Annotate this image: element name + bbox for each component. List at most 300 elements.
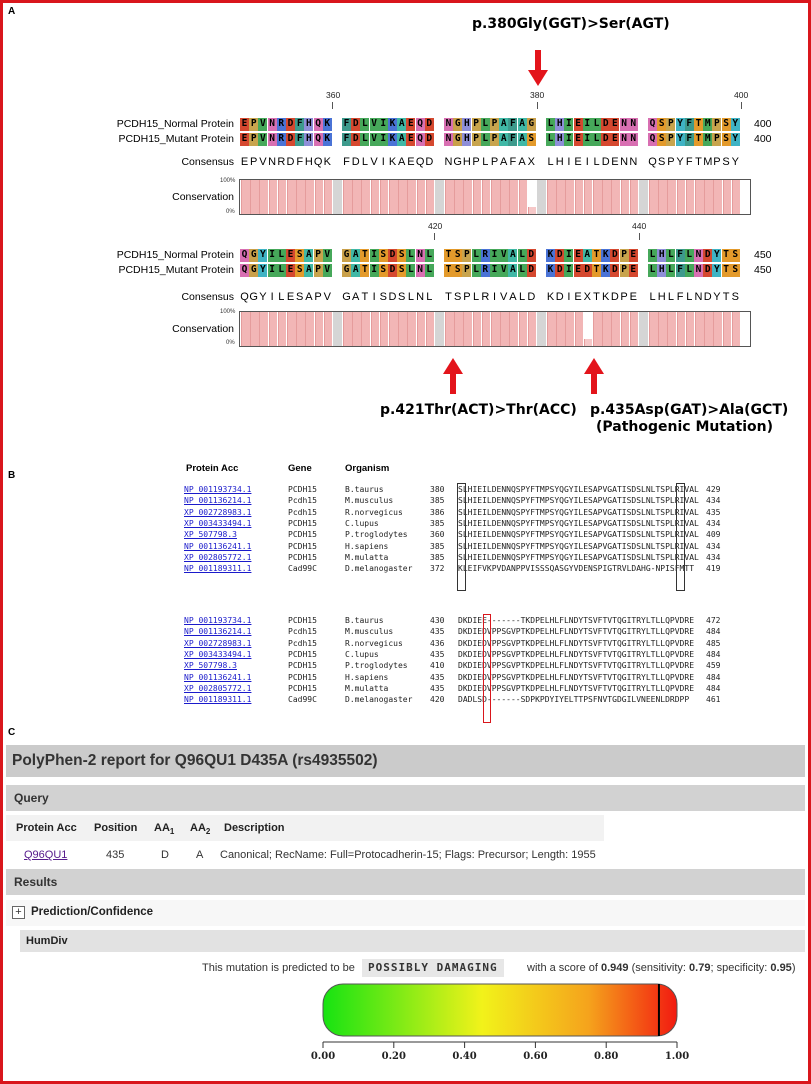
- mutant-residue: S: [398, 264, 405, 275]
- conservation-bar: [398, 180, 407, 214]
- mutant-residue: I: [566, 133, 572, 144]
- consensus-residue: E: [286, 291, 295, 303]
- mutation-435-note: (Pathogenic Mutation): [596, 419, 773, 435]
- consensus-residue: N: [268, 156, 277, 168]
- conservation-track: [239, 311, 751, 347]
- mutant-residue: I: [380, 133, 387, 144]
- consensus-residue: L: [519, 291, 526, 303]
- gradient-bar: [323, 984, 677, 1036]
- aligned-sequence: SLHIEILDENNQSPYFTMPSYQGYILESAPVGATISDSLNLTSPLRIVAL: [458, 541, 699, 551]
- conservation-bar: [723, 312, 732, 346]
- col-aa2: $AA_2$: [190, 822, 211, 837]
- end-position: 484: [706, 627, 721, 637]
- consensus-residue: V: [259, 156, 267, 168]
- mutant-residue: K: [547, 264, 554, 275]
- start-position: 435: [430, 683, 445, 693]
- protein-acc-link[interactable]: XP_003433494.1: [184, 518, 252, 528]
- start-position: 380: [430, 485, 445, 494]
- ruler-label-380: 380: [530, 90, 545, 100]
- consensus-residue: V: [370, 156, 378, 168]
- mutant-residue: S: [454, 264, 461, 275]
- gene-name: Pcdh15: [288, 496, 317, 506]
- normal-residue: N: [417, 249, 423, 260]
- mutant-residue: G: [454, 133, 461, 144]
- conservation-bar-low: [528, 207, 537, 214]
- conservation-bar: [407, 312, 416, 346]
- protein-acc-link[interactable]: NP_001193734.1: [184, 616, 252, 625]
- protein-acc-link[interactable]: XP_002805772.1: [184, 683, 252, 693]
- end-position: 409: [706, 530, 721, 540]
- normal-residue: S: [398, 249, 405, 260]
- mutant-residue: Q: [241, 264, 248, 275]
- consensus-residue: P: [463, 291, 471, 303]
- normal-residue: Q: [315, 118, 321, 129]
- normal-residue: K: [602, 249, 609, 260]
- normal-residue: V: [324, 249, 331, 260]
- mutant-residue: E: [575, 133, 581, 144]
- gene-name: PCDH15: [288, 683, 317, 693]
- consensus-residue: E: [611, 156, 619, 168]
- ruler-tick: [639, 233, 640, 240]
- consensus-residue: I: [492, 291, 497, 303]
- consensus-residue: I: [585, 156, 589, 168]
- normal-residue: D: [389, 249, 396, 260]
- protein-acc-link[interactable]: XP_002805772.1: [184, 552, 252, 562]
- consensus-residue: D: [286, 156, 295, 168]
- mutant-residue: T: [593, 264, 600, 275]
- mutant-residue: V: [371, 133, 377, 144]
- mutant-residue: V: [260, 133, 266, 144]
- aa1-value: D: [161, 849, 169, 861]
- consensus-residue: S: [731, 291, 739, 303]
- consensus-residue: N: [620, 156, 629, 168]
- consensus-residue: V: [323, 291, 331, 303]
- mutant-protein-label: PCDH15_Mutant Protein: [118, 133, 234, 145]
- normal-residue: A: [306, 249, 312, 260]
- conservation-bar: [509, 180, 518, 214]
- normal-residue: K: [547, 249, 554, 260]
- scale-tick-label: 0.20: [381, 1051, 406, 1062]
- consensus-sequence: [240, 291, 750, 304]
- conservation-bar: [445, 180, 454, 214]
- mutant-residue: N: [269, 133, 275, 144]
- conservation-bar: [565, 312, 574, 346]
- conservation-bar: [602, 312, 611, 346]
- consensus-residue: D: [610, 291, 619, 303]
- normal-residue: L: [686, 249, 693, 260]
- query-section-bar: [6, 785, 805, 811]
- consensus-residue: S: [296, 291, 304, 303]
- conservation-bar: [695, 312, 704, 346]
- end-position: 419: [706, 564, 721, 574]
- mutant-residue: M: [704, 133, 711, 144]
- mutant-residue: E: [408, 133, 414, 144]
- consensus-residue: F: [685, 156, 693, 168]
- conservation-bar: [278, 180, 287, 214]
- consensus-residue: K: [388, 156, 397, 168]
- consensus-label: Consensus: [181, 291, 234, 303]
- conservation-bar: [269, 312, 278, 346]
- normal-residue: P: [464, 249, 470, 260]
- gene-name: Pcdh15: [288, 507, 317, 517]
- mutant-residue: E: [612, 133, 618, 144]
- conservation-bar: [305, 312, 314, 346]
- normal-protein-sequence: [240, 249, 750, 262]
- mutant-residue: F: [343, 133, 350, 144]
- verdict-line: [0, 958, 811, 980]
- organism-name: M.musculus: [345, 496, 394, 506]
- protein-acc-link[interactable]: NP_001136214.1: [184, 627, 252, 637]
- conservation-bar: [371, 180, 380, 214]
- ruler-tick: [332, 102, 333, 109]
- normal-residue: S: [658, 118, 665, 129]
- ruler-label-420: 420: [428, 221, 443, 231]
- consensus-residue: S: [398, 291, 406, 303]
- protein-acc-link[interactable]: NP_001136241.1: [184, 672, 252, 682]
- mutant-residue: A: [306, 264, 312, 275]
- mutant-residue: T: [445, 264, 452, 275]
- conservation-bar: [398, 312, 407, 346]
- consensus-residue: F: [296, 156, 304, 168]
- normal-residue: E: [408, 118, 414, 129]
- mutant-residue: D: [612, 264, 618, 275]
- conservation-bar: [686, 312, 695, 346]
- normal-residue: N: [630, 118, 637, 129]
- aligned-sequence: DADLSD-------SDPKPDYIYELTTPSFNVTGDGILVNEENLDRDPP: [458, 695, 690, 705]
- start-position: 372: [430, 564, 445, 574]
- conservation-bar: [407, 180, 416, 214]
- conservation-bar: [713, 180, 722, 214]
- mutant-residue: H: [658, 264, 665, 275]
- consensus-residue: Y: [713, 291, 721, 303]
- query-header-row: [6, 815, 604, 841]
- normal-residue: R: [482, 249, 489, 260]
- consensus-residue: T: [593, 291, 600, 303]
- protein-acc-link[interactable]: XP_507798.3: [184, 661, 237, 671]
- mutant-residue: P: [621, 264, 627, 275]
- conservation-gap: [333, 180, 343, 214]
- mutant-residue: D: [704, 264, 711, 275]
- conservation-bar: [352, 180, 361, 214]
- organism-name: D.melanogaster: [345, 695, 413, 705]
- mutant-end-position: 450: [754, 264, 772, 276]
- mutant-residue: P: [473, 133, 479, 144]
- mutant-residue: Q: [649, 133, 656, 144]
- conservation-bar: [287, 180, 296, 214]
- consensus-residue: A: [518, 156, 526, 168]
- conservation-bar: [473, 180, 482, 214]
- ruler-tick: [537, 102, 538, 109]
- consensus-residue: S: [379, 291, 387, 303]
- protein-acc-link[interactable]: XP_002728983.1: [184, 507, 252, 517]
- conservation-bar: [417, 312, 426, 346]
- scale-tick-label: 0.00: [310, 1051, 336, 1062]
- col-position: Position: [94, 822, 138, 834]
- conservation-bar: [426, 180, 435, 214]
- consensus-residue: L: [686, 291, 693, 303]
- protein-acc-link[interactable]: XP_003433494.1: [184, 649, 252, 659]
- mutant-protein-label: PCDH15_Mutant Protein: [118, 264, 234, 276]
- mutant-residue: L: [547, 133, 554, 144]
- conservation-bar: [575, 312, 584, 346]
- normal-residue: D: [287, 118, 294, 129]
- normal-residue: G: [250, 249, 257, 260]
- mutant-residue: T: [695, 133, 702, 144]
- normal-residue: R: [278, 118, 285, 129]
- start-position: 385: [430, 518, 445, 528]
- protein-acc-link[interactable]: Q96QU1: [24, 849, 68, 861]
- humdiv-bar: [20, 930, 805, 952]
- consensus-residue: N: [694, 291, 703, 303]
- mutant-residue: S: [723, 133, 729, 144]
- normal-residue: P: [668, 118, 674, 129]
- protein-acc-header: Protein Acc: [186, 463, 239, 474]
- consensus-sequence: [240, 156, 750, 169]
- normal-residue: S: [723, 118, 729, 129]
- conservation-bar: [269, 180, 278, 214]
- consensus-residue: E: [240, 156, 249, 168]
- normal-end-position: 450: [754, 249, 772, 261]
- consensus-residue: V: [500, 291, 508, 303]
- consensus-residue: I: [567, 291, 571, 303]
- normal-residue: D: [352, 118, 359, 129]
- conservation-bar: [556, 312, 565, 346]
- conservation-gap: [537, 312, 547, 346]
- prediction-row[interactable]: [6, 900, 805, 926]
- conservation-gap: [435, 312, 445, 346]
- arrow-down-380-icon: [528, 50, 548, 86]
- normal-residue: Q: [417, 118, 423, 129]
- mutant-residue: L: [593, 133, 600, 144]
- normal-residue: H: [658, 249, 665, 260]
- normal-residue: L: [426, 249, 433, 260]
- normal-residue: P: [250, 118, 257, 129]
- conservation-gap: [639, 312, 649, 346]
- end-position: 484: [706, 683, 721, 693]
- consensus-residue: I: [372, 291, 376, 303]
- end-position: 461: [706, 695, 721, 705]
- mutant-residue: L: [278, 264, 285, 275]
- normal-residue: E: [612, 118, 618, 129]
- consensus-residue: A: [398, 156, 406, 168]
- panel-a-letter: A: [8, 6, 16, 17]
- conservation-gap: [435, 180, 445, 214]
- aligned-sequence: DKDIEDVPPSGVPTKDPELHLFLNDYTSVFTVTQGITRYLTLLQPVDRE: [458, 683, 695, 693]
- consensus-residue: H: [304, 156, 313, 168]
- organism-name: R.norvegicus: [345, 638, 403, 648]
- protein-acc-link[interactable]: NP_001136214.1: [184, 496, 252, 506]
- consensus-residue: F: [676, 291, 684, 303]
- conservation-bar: [621, 180, 630, 214]
- normal-residue: P: [714, 118, 720, 129]
- protein-acc-link[interactable]: NP_001189311.1: [184, 564, 252, 574]
- alignment-block-2: [0, 219, 811, 359]
- pct-bottom: 0%: [226, 209, 235, 215]
- organism-name: C.lupus: [345, 518, 379, 528]
- aligned-sequence: DKDIEDVPPSGVPTKDPELHLFLNDYTSVFTVTQGITRYLTLLQPVDRE: [458, 661, 695, 671]
- conservation-bar: [630, 312, 639, 346]
- conservation-bar: [704, 180, 713, 214]
- normal-residue: K: [389, 118, 396, 129]
- protein-acc-link[interactable]: XP_002728983.1: [184, 638, 252, 648]
- panel-b-letter: B: [8, 470, 16, 481]
- mutation-380-label: p.380Gly(GGT)>Ser(AGT): [472, 16, 670, 32]
- gene-name: Cad99C: [288, 564, 317, 574]
- normal-protein-sequence: [240, 118, 750, 131]
- consensus-residue: S: [722, 156, 730, 168]
- scale-tick-label: 0.80: [594, 1051, 619, 1062]
- normal-residue: F: [296, 118, 303, 129]
- mutant-residue: L: [362, 133, 368, 144]
- mutant-end-position: 400: [754, 133, 772, 145]
- mutant-residue: L: [426, 264, 433, 275]
- normal-residue: D: [426, 118, 433, 129]
- start-position: 435: [430, 649, 445, 659]
- consensus-residue: S: [658, 156, 666, 168]
- conservation-bar: [417, 180, 426, 214]
- mutant-residue: A: [352, 264, 359, 275]
- ruler-label-360: 360: [326, 90, 341, 100]
- conservation-bar: [695, 180, 704, 214]
- normal-residue: A: [519, 118, 525, 129]
- mutant-residue: I: [566, 264, 572, 275]
- normal-protein-label: PCDH15_Normal Protein: [116, 118, 234, 130]
- mutant-residue: D: [584, 264, 591, 275]
- start-position: 435: [430, 627, 445, 637]
- conservation-bar: [380, 312, 389, 346]
- consensus-residue: Y: [259, 291, 267, 303]
- mutant-residue: Y: [260, 264, 266, 275]
- start-position: 360: [430, 530, 445, 540]
- highlight-box-435: [483, 614, 491, 723]
- conservation-bar: [575, 180, 584, 214]
- start-position: 410: [430, 661, 445, 671]
- normal-residue: V: [500, 249, 507, 260]
- mutant-residue: S: [528, 133, 535, 144]
- col-protein-acc: Protein Acc: [16, 822, 77, 834]
- conservation-bar: [315, 180, 324, 214]
- mutant-residue: L: [668, 264, 674, 275]
- mutant-residue: S: [380, 264, 387, 275]
- normal-residue: S: [296, 249, 303, 260]
- conservation-gap: [639, 180, 649, 214]
- aligned-sequence: DKDIEDVPPSGVPTKDPELHLFLNDYTSVFTVTQGITRYLTLLQPVDRE: [458, 672, 695, 682]
- description-value: Canonical; RecName: Full=Protocadherin-15; Flags: Precursor; Length: 1955: [220, 849, 596, 861]
- conservation-bar: [389, 312, 398, 346]
- organism-name: H.sapiens: [345, 541, 389, 551]
- pct-top: 100%: [220, 309, 236, 315]
- conservation-bar: [315, 312, 324, 346]
- normal-residue: A: [510, 249, 516, 260]
- normal-residue: T: [445, 249, 452, 260]
- consensus-residue: H: [657, 291, 666, 303]
- results-section-bar: [6, 869, 805, 895]
- mutant-residue: P: [315, 264, 321, 275]
- organism-name: M.mulatta: [345, 552, 389, 562]
- mutant-residue: A: [398, 133, 405, 144]
- protein-acc-link[interactable]: XP_507798.3: [184, 530, 237, 540]
- normal-residue: F: [343, 118, 350, 129]
- conservation-bar: [593, 312, 602, 346]
- aligned-sequence: DKDIEDVPPSGVPTKDPELHLFLNDYTSVFTVTQGITRYLTLLQPVDRE: [458, 649, 695, 659]
- consensus-residue: K: [323, 156, 331, 168]
- consensus-residue: S: [454, 291, 462, 303]
- consensus-residue: D: [351, 156, 360, 168]
- conservation-bar: [519, 180, 528, 214]
- mutant-residue: Q: [417, 133, 423, 144]
- mutant-residue: T: [723, 264, 729, 275]
- conservation-bar: [584, 180, 593, 214]
- mutant-residue: P: [464, 264, 470, 275]
- normal-residue: L: [482, 118, 489, 129]
- organism-name: M.musculus: [345, 627, 394, 637]
- conservation-bar: [677, 312, 686, 346]
- mutant-residue: D: [352, 133, 359, 144]
- normal-residue: N: [269, 118, 275, 129]
- protein-acc-link[interactable]: NP_001189311.1: [184, 695, 252, 705]
- consensus-residue: E: [407, 156, 415, 168]
- consensus-residue: R: [481, 291, 490, 303]
- mutant-residue: E: [630, 264, 637, 275]
- conservation-bar: [602, 180, 611, 214]
- mutant-residue: V: [324, 264, 331, 275]
- consensus-residue: P: [620, 291, 628, 303]
- protein-acc-link[interactable]: NP_001136241.1: [184, 541, 252, 551]
- alignment-block-1: [0, 88, 811, 228]
- conservation-bar: [667, 180, 676, 214]
- consensus-residue: P: [314, 291, 322, 303]
- normal-residue: V: [260, 118, 266, 129]
- pct-bottom: 0%: [226, 340, 235, 346]
- conservation-bar: [296, 180, 305, 214]
- normal-residue: I: [371, 249, 377, 260]
- end-position: 459: [706, 661, 721, 671]
- conservation-bar: [658, 312, 667, 346]
- consensus-residue: P: [667, 156, 675, 168]
- mutant-residue: Q: [315, 133, 321, 144]
- start-position: 385: [430, 541, 445, 551]
- organism-name: P.troglodytes: [345, 530, 408, 540]
- conservation-bar: [305, 180, 314, 214]
- expand-plus-icon[interactable]: +: [12, 906, 25, 919]
- normal-residue: Y: [732, 118, 739, 129]
- normal-residue: T: [362, 249, 368, 260]
- protein-acc-link[interactable]: NP_001193734.1: [184, 485, 252, 494]
- mutant-residue: K: [389, 133, 396, 144]
- consensus-residue: I: [567, 156, 571, 168]
- organism-name: R.norvegicus: [345, 507, 403, 517]
- normal-residue: I: [269, 249, 275, 260]
- normal-residue: S: [732, 249, 739, 260]
- consensus-label: Consensus: [181, 156, 234, 168]
- mutant-protein-sequence: [240, 264, 750, 277]
- normal-residue: L: [668, 249, 674, 260]
- col-description: Description: [224, 822, 285, 834]
- normal-residue: G: [454, 118, 461, 129]
- consensus-residue: G: [342, 291, 351, 303]
- conservation-bar: [482, 180, 491, 214]
- consensus-residue: L: [278, 291, 285, 303]
- consensus-residue: A: [509, 291, 517, 303]
- normal-residue: N: [621, 118, 627, 129]
- mutant-residue: I: [269, 264, 275, 275]
- consensus-residue: F: [509, 156, 517, 168]
- organism-name: B.taurus: [345, 616, 384, 625]
- mutant-residue: P: [714, 133, 720, 144]
- verdict-badge: POSSIBLY DAMAGING: [362, 959, 504, 977]
- consensus-residue: X: [583, 291, 591, 303]
- mutant-residue: D: [389, 264, 396, 275]
